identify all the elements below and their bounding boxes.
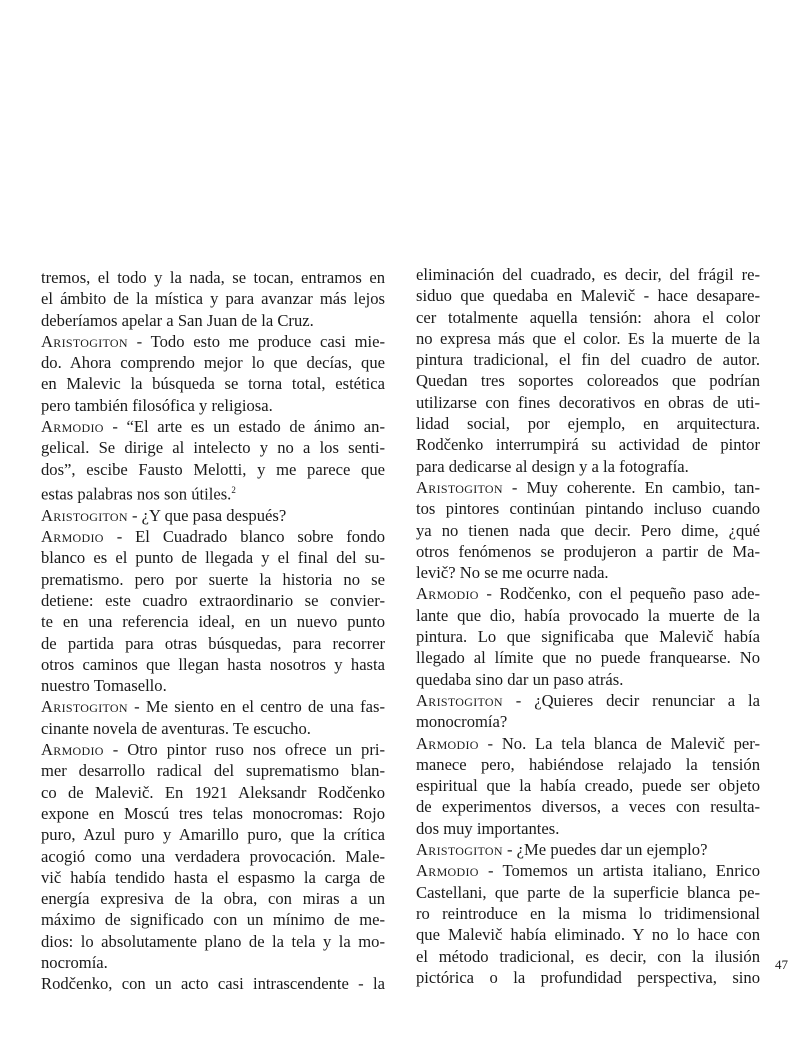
line-text: - El Cuadrado blanco sobre fondo bbox=[103, 527, 385, 547]
line-text: dios: lo absolutamente plano de la tela y la mo- bbox=[41, 931, 385, 951]
text-line bbox=[41, 867, 385, 888]
text-line bbox=[41, 696, 385, 717]
line-text: quedaba sino dar un paso atrás. bbox=[416, 669, 624, 689]
speaker-name: Aristogiton bbox=[416, 477, 503, 497]
right-column bbox=[416, 264, 760, 988]
text-line bbox=[416, 413, 760, 434]
line-text: expone en Moscú tres telas monocromas: Rojo bbox=[41, 803, 385, 823]
line-text: que Malevič había eliminado. Y no lo hace con bbox=[416, 925, 760, 945]
line-text: energía expresiva de la obra, con miras a un bbox=[41, 889, 385, 909]
line-text: deberíamos apelar a San Juan de la Cruz. bbox=[41, 310, 314, 330]
speaker-name: Aristogiton bbox=[41, 505, 128, 525]
text-line bbox=[41, 633, 385, 654]
speaker-name: Aristogiton bbox=[41, 697, 128, 717]
text-line bbox=[41, 824, 385, 845]
line-text: - “El arte es un estado de ánimo an- bbox=[103, 417, 385, 437]
line-text: lante que dio, había provocado la muerte de la bbox=[416, 605, 760, 625]
line-text: mer desarrollo radical del suprematismo blan- bbox=[41, 761, 385, 781]
text-line bbox=[416, 307, 760, 328]
text-line bbox=[41, 267, 385, 288]
line-text: - ¿Y que pasa después? bbox=[127, 505, 287, 525]
text-line bbox=[41, 373, 385, 394]
line-text: tremos, el todo y la nada, se tocan, entramos en bbox=[41, 268, 385, 287]
text-line bbox=[41, 569, 385, 590]
speaker-name: Armodio bbox=[416, 584, 479, 604]
text-line bbox=[41, 611, 385, 632]
left-column bbox=[41, 267, 385, 995]
text-line bbox=[416, 434, 760, 455]
text-line bbox=[416, 775, 760, 796]
text-line bbox=[416, 264, 760, 285]
line-text: cinante novela de aventuras. Te escucho. bbox=[41, 718, 311, 738]
line-text: otros fenómenos se produjeron a partir de Ma- bbox=[416, 541, 760, 561]
line-text: gelical. Se dirige al intelecto y no a los senti- bbox=[41, 438, 385, 458]
line-text: estas palabras nos son útiles. bbox=[41, 484, 232, 504]
text-line bbox=[416, 754, 760, 775]
line-text: monocromía? bbox=[416, 712, 508, 732]
text-line bbox=[41, 590, 385, 611]
line-text: llegado al límite que no puede franquearse. No bbox=[416, 648, 760, 668]
text-line bbox=[416, 583, 760, 604]
line-text: en Malevic la búsqueda se torna total, estética bbox=[41, 374, 385, 394]
text-line bbox=[416, 605, 760, 626]
text-line bbox=[41, 437, 385, 458]
text-line bbox=[416, 647, 760, 668]
line-text: utilizarse con fines decorativos en obras de uti- bbox=[416, 392, 760, 412]
line-text: pero también filosófica y religiosa. bbox=[41, 395, 273, 415]
text-line bbox=[416, 882, 760, 903]
line-text: - Muy coherente. En cambio, tan- bbox=[502, 477, 760, 497]
text-line bbox=[416, 541, 760, 562]
line-text: - Rodčenko, con el pequeño paso ade- bbox=[478, 584, 760, 604]
text-line bbox=[416, 946, 760, 967]
text-line bbox=[416, 669, 760, 690]
speaker-name: Aristogiton bbox=[41, 331, 128, 351]
text-line bbox=[416, 285, 760, 306]
text-line bbox=[416, 860, 760, 881]
line-text: lidad social, por ejemplo, en arquitectura. bbox=[416, 414, 760, 434]
text-line bbox=[41, 480, 385, 505]
line-text: prematismo. pero por suerte la historia no se bbox=[41, 569, 385, 589]
text-line bbox=[41, 952, 385, 973]
text-line bbox=[41, 846, 385, 867]
line-text: dos”, escibe Fausto Melotti, y me parece que bbox=[41, 459, 385, 479]
line-text: nocromía. bbox=[41, 953, 108, 973]
text-line bbox=[41, 288, 385, 309]
line-text: blanco es el punto de llegada y el final del su- bbox=[41, 548, 385, 568]
text-line bbox=[416, 520, 760, 541]
text-line bbox=[416, 839, 760, 860]
line-text: pictórica o la profundidad perspectiva, sino bbox=[416, 967, 760, 987]
text-line bbox=[41, 459, 385, 480]
line-text: pintura tradicional, el fin del cuadro de autor. bbox=[416, 350, 760, 370]
text-line bbox=[41, 395, 385, 416]
text-line bbox=[41, 803, 385, 824]
text-line bbox=[416, 562, 760, 583]
line-text: pintura. Lo que significaba que Malevič había bbox=[416, 627, 760, 647]
line-text: dos muy importantes. bbox=[416, 818, 560, 838]
text-line bbox=[41, 739, 385, 760]
text-line bbox=[41, 416, 385, 437]
text-line bbox=[416, 370, 760, 391]
line-text: el ámbito de la mística y para avanzar más lejos bbox=[41, 289, 385, 309]
text-line bbox=[416, 349, 760, 370]
line-text: - No. La tela blanca de Malevič per- bbox=[478, 733, 760, 753]
text-line bbox=[41, 760, 385, 781]
line-text: co de Malevič. En 1921 Aleksandr Rodčenko bbox=[41, 782, 385, 802]
speaker-name: Armodio bbox=[416, 733, 479, 753]
text-line bbox=[416, 626, 760, 647]
text-line bbox=[416, 477, 760, 498]
text-line bbox=[41, 547, 385, 568]
text-line bbox=[41, 310, 385, 331]
line-text: - ¿Quieres decir renunciar a la bbox=[502, 690, 760, 710]
line-text: detiene: este cuadro extraordinario se convier- bbox=[41, 590, 385, 610]
line-text: máximo de significado con un mínimo de me- bbox=[41, 910, 385, 930]
speaker-name: Armodio bbox=[41, 417, 104, 437]
page-number: 47 bbox=[775, 957, 788, 972]
speaker-name: Armodio bbox=[41, 527, 104, 547]
line-text: vič había tendido hasta el espasmo la carga de bbox=[41, 867, 385, 887]
line-text: espiritual que la había creado, puede ser objeto bbox=[416, 776, 760, 796]
speaker-name: Aristogiton bbox=[416, 690, 503, 710]
line-text: otros caminos que llegan hasta nosotros y hasta bbox=[41, 654, 385, 674]
line-text: - Otro pintor ruso nos ofrece un pri- bbox=[103, 740, 385, 760]
text-line bbox=[416, 690, 760, 711]
text-line bbox=[41, 782, 385, 803]
line-text: nuestro Tomasello. bbox=[41, 676, 167, 696]
line-text: para dedicarse al design y a la fotografía. bbox=[416, 456, 689, 476]
line-text: el método tradicional, es decir, con la ilusión bbox=[416, 946, 760, 966]
line-text: - ¿Me puedes dar un ejemplo? bbox=[502, 840, 708, 860]
text-line bbox=[41, 931, 385, 952]
text-line bbox=[41, 973, 385, 994]
line-text: levič? No se me ocurre nada. bbox=[416, 563, 609, 583]
line-text: Rodčenko, con un acto casi intrascendente - la bbox=[41, 974, 385, 994]
line-text: do. Ahora comprendo mejor lo que decías, que bbox=[41, 353, 385, 373]
line-text: de partida para otras búsquedas, para recorrer bbox=[41, 633, 385, 653]
text-line bbox=[41, 909, 385, 930]
line-text: Quedan tres soportes coloreados que podrían bbox=[416, 371, 760, 391]
text-line bbox=[416, 818, 760, 839]
text-line bbox=[416, 456, 760, 477]
text-line bbox=[41, 505, 385, 526]
text-line bbox=[41, 718, 385, 739]
line-text: acogió como una verdadera provocación. Male- bbox=[41, 846, 385, 866]
line-text: manece pero, habiéndose relajado la tensión bbox=[416, 754, 760, 774]
line-text: de experimentos diversos, a veces con resulta- bbox=[416, 797, 760, 817]
text-line bbox=[41, 654, 385, 675]
line-text: cer totalmente aquella tensión: ahora el color bbox=[416, 307, 760, 327]
line-text: puro, Azul puro y Amarillo puro, que la crítica bbox=[41, 825, 385, 845]
line-text: - Tomemos un artista italiano, Enrico bbox=[478, 861, 760, 881]
line-text: ro reintroduce en la misma lo tridimensional bbox=[416, 903, 760, 923]
line-text: te en una referencia ideal, en un nuevo punto bbox=[41, 612, 385, 632]
speaker-name: Aristogiton bbox=[416, 840, 503, 860]
footnote-marker: 2 bbox=[231, 484, 236, 495]
text-line bbox=[416, 328, 760, 349]
line-text: Rodčenko interrumpirá su actividad de pintor bbox=[416, 435, 760, 455]
text-line bbox=[41, 888, 385, 909]
text-line bbox=[416, 903, 760, 924]
line-text: ya no tienen nada que decir. Pero dime, ¿qué bbox=[416, 520, 760, 540]
text-line bbox=[416, 498, 760, 519]
text-line bbox=[41, 675, 385, 696]
line-text: no expresa más que el color. Es la muerte de la bbox=[416, 328, 760, 348]
speaker-name: Armodio bbox=[416, 861, 479, 881]
text-line bbox=[416, 392, 760, 413]
text-line bbox=[416, 733, 760, 754]
text-line bbox=[41, 331, 385, 352]
line-text: Castellani, que parte de la superficie blanca pe- bbox=[416, 882, 760, 902]
text-line bbox=[416, 967, 760, 988]
line-text: tos pintores continúan pintando incluso cuando bbox=[416, 499, 760, 519]
text-line bbox=[416, 796, 760, 817]
text-line bbox=[416, 924, 760, 945]
line-text: - Me siento en el centro de una fas- bbox=[127, 697, 385, 717]
line-text: eliminación del cuadrado, es decir, del frágil re- bbox=[416, 265, 760, 284]
text-line bbox=[416, 711, 760, 732]
text-line bbox=[41, 352, 385, 373]
line-text: siduo que quedaba en Malevič - hace desapare- bbox=[416, 286, 760, 306]
text-line bbox=[41, 526, 385, 547]
speaker-name: Armodio bbox=[41, 740, 104, 760]
line-text: - Todo esto me produce casi mie- bbox=[127, 331, 385, 351]
